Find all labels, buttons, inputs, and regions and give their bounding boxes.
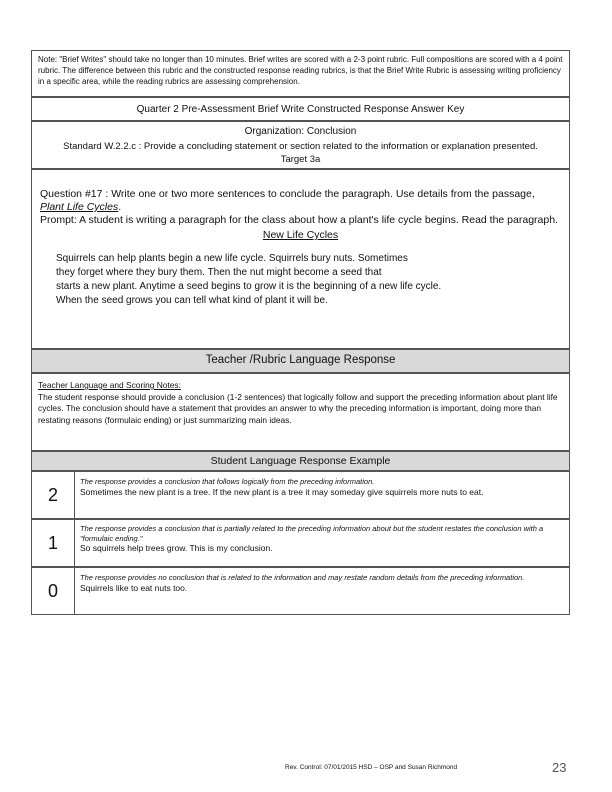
standard-text: Standard W.2.2.c : Provide a concluding statement or section related to the information or explanation presented.	[63, 141, 538, 152]
score-row	[31, 567, 570, 615]
paragraph-title: New Life Cycles	[262, 229, 339, 241]
standard-box	[31, 121, 570, 169]
paragraph-line: When the seed grows you can tell what kind of plant it will be.	[56, 295, 328, 306]
note-text: Note: "Brief Writes" should take no longer than 10 minutes. Brief writes are scored with a 2-3 point rubric. Full compositions are scored with a 4 point rubric. The difference between this rubric and the constructed response reading rubrics, is that the Brief Write Rubric is assessing writing proficiency in a specific area, while the reading rubrics are assessing comprehension.	[38, 55, 563, 86]
target-text: Target 3a	[280, 154, 321, 165]
student-header-text: Student Language Response Example	[210, 455, 391, 467]
passage-title: Plant Life Cycles	[40, 201, 119, 213]
teacher-notes-label: Teacher Language and Scoring Notes:	[38, 380, 181, 390]
organization-label: Organization: Conclusion	[244, 126, 357, 137]
paragraph-line: they forget where they bury them. Then the nut might become a seed that	[56, 267, 382, 278]
score-value: 0	[32, 568, 75, 614]
page-number: 23	[552, 760, 567, 775]
paragraph	[40, 252, 561, 308]
score-value: 2	[32, 472, 75, 518]
question-box	[31, 169, 570, 349]
student-header	[31, 451, 570, 471]
question-prompt: Question #17 : Write one or two more sentences to conclude the paragraph. Use details from the passage, Plant Life Cycles.	[40, 188, 535, 213]
score-rubric: The response provides a conclusion that is partially related to the preceding information about but the student restates the conclusion with a "formulaic ending."	[80, 524, 544, 543]
teacher-header	[31, 349, 570, 373]
score-value: 1	[32, 520, 75, 566]
teacher-notes-text: The student response should provide a conclusion (1-2 sentences) that logically follow and support the preceding information about plant life cycles. The conclusion should have a statement that provides an answer to why the preceding information is important, doing more than restating reasons (formulaic ending) or just summarizing main ideas.	[38, 391, 558, 425]
note-box	[31, 50, 570, 97]
score-row	[31, 471, 570, 519]
score-example: So squirrels help trees grow. This is my conclusion.	[80, 543, 273, 553]
score-row	[31, 519, 570, 567]
page-title	[31, 97, 570, 121]
score-example: Squirrels like to eat nuts too.	[80, 582, 188, 593]
page-title-text: Quarter 2 Pre-Assessment Brief Write Constructed Response Answer Key	[136, 104, 465, 115]
question-label: Question #17 : Write one or two more sentences to conclude the paragraph. Use details from the passage,	[40, 188, 535, 200]
footer-text: Rev. Control: 07/01/2015 HSD – OSP and Susan Richmond	[285, 764, 458, 771]
paragraph-line: Squirrels can help plants begin a new life cycle. Squirrels bury nuts. Sometimes	[56, 253, 408, 264]
teacher-notes-box	[31, 373, 570, 451]
score-rubric: The response provides a conclusion that follows logically from the preceding information.	[80, 477, 375, 486]
paragraph-line: starts a new plant. Anytime a seed begins to grow it is the beginning of a new life cycle.	[56, 281, 442, 292]
teacher-header-text: Teacher /Rubric Language Response	[205, 354, 396, 366]
score-rubric: The response provides no conclusion that is related to the information and may restate random details from the preceding information.	[80, 573, 525, 582]
prompt-text: Prompt: A student is writing a paragraph for the class about how a plant's life cycle begins. Read the paragraph.	[40, 214, 558, 226]
score-example: Sometimes the new plant is a tree. If the new plant is a tree it may someday give squirrels more nuts to eat.	[80, 486, 484, 497]
